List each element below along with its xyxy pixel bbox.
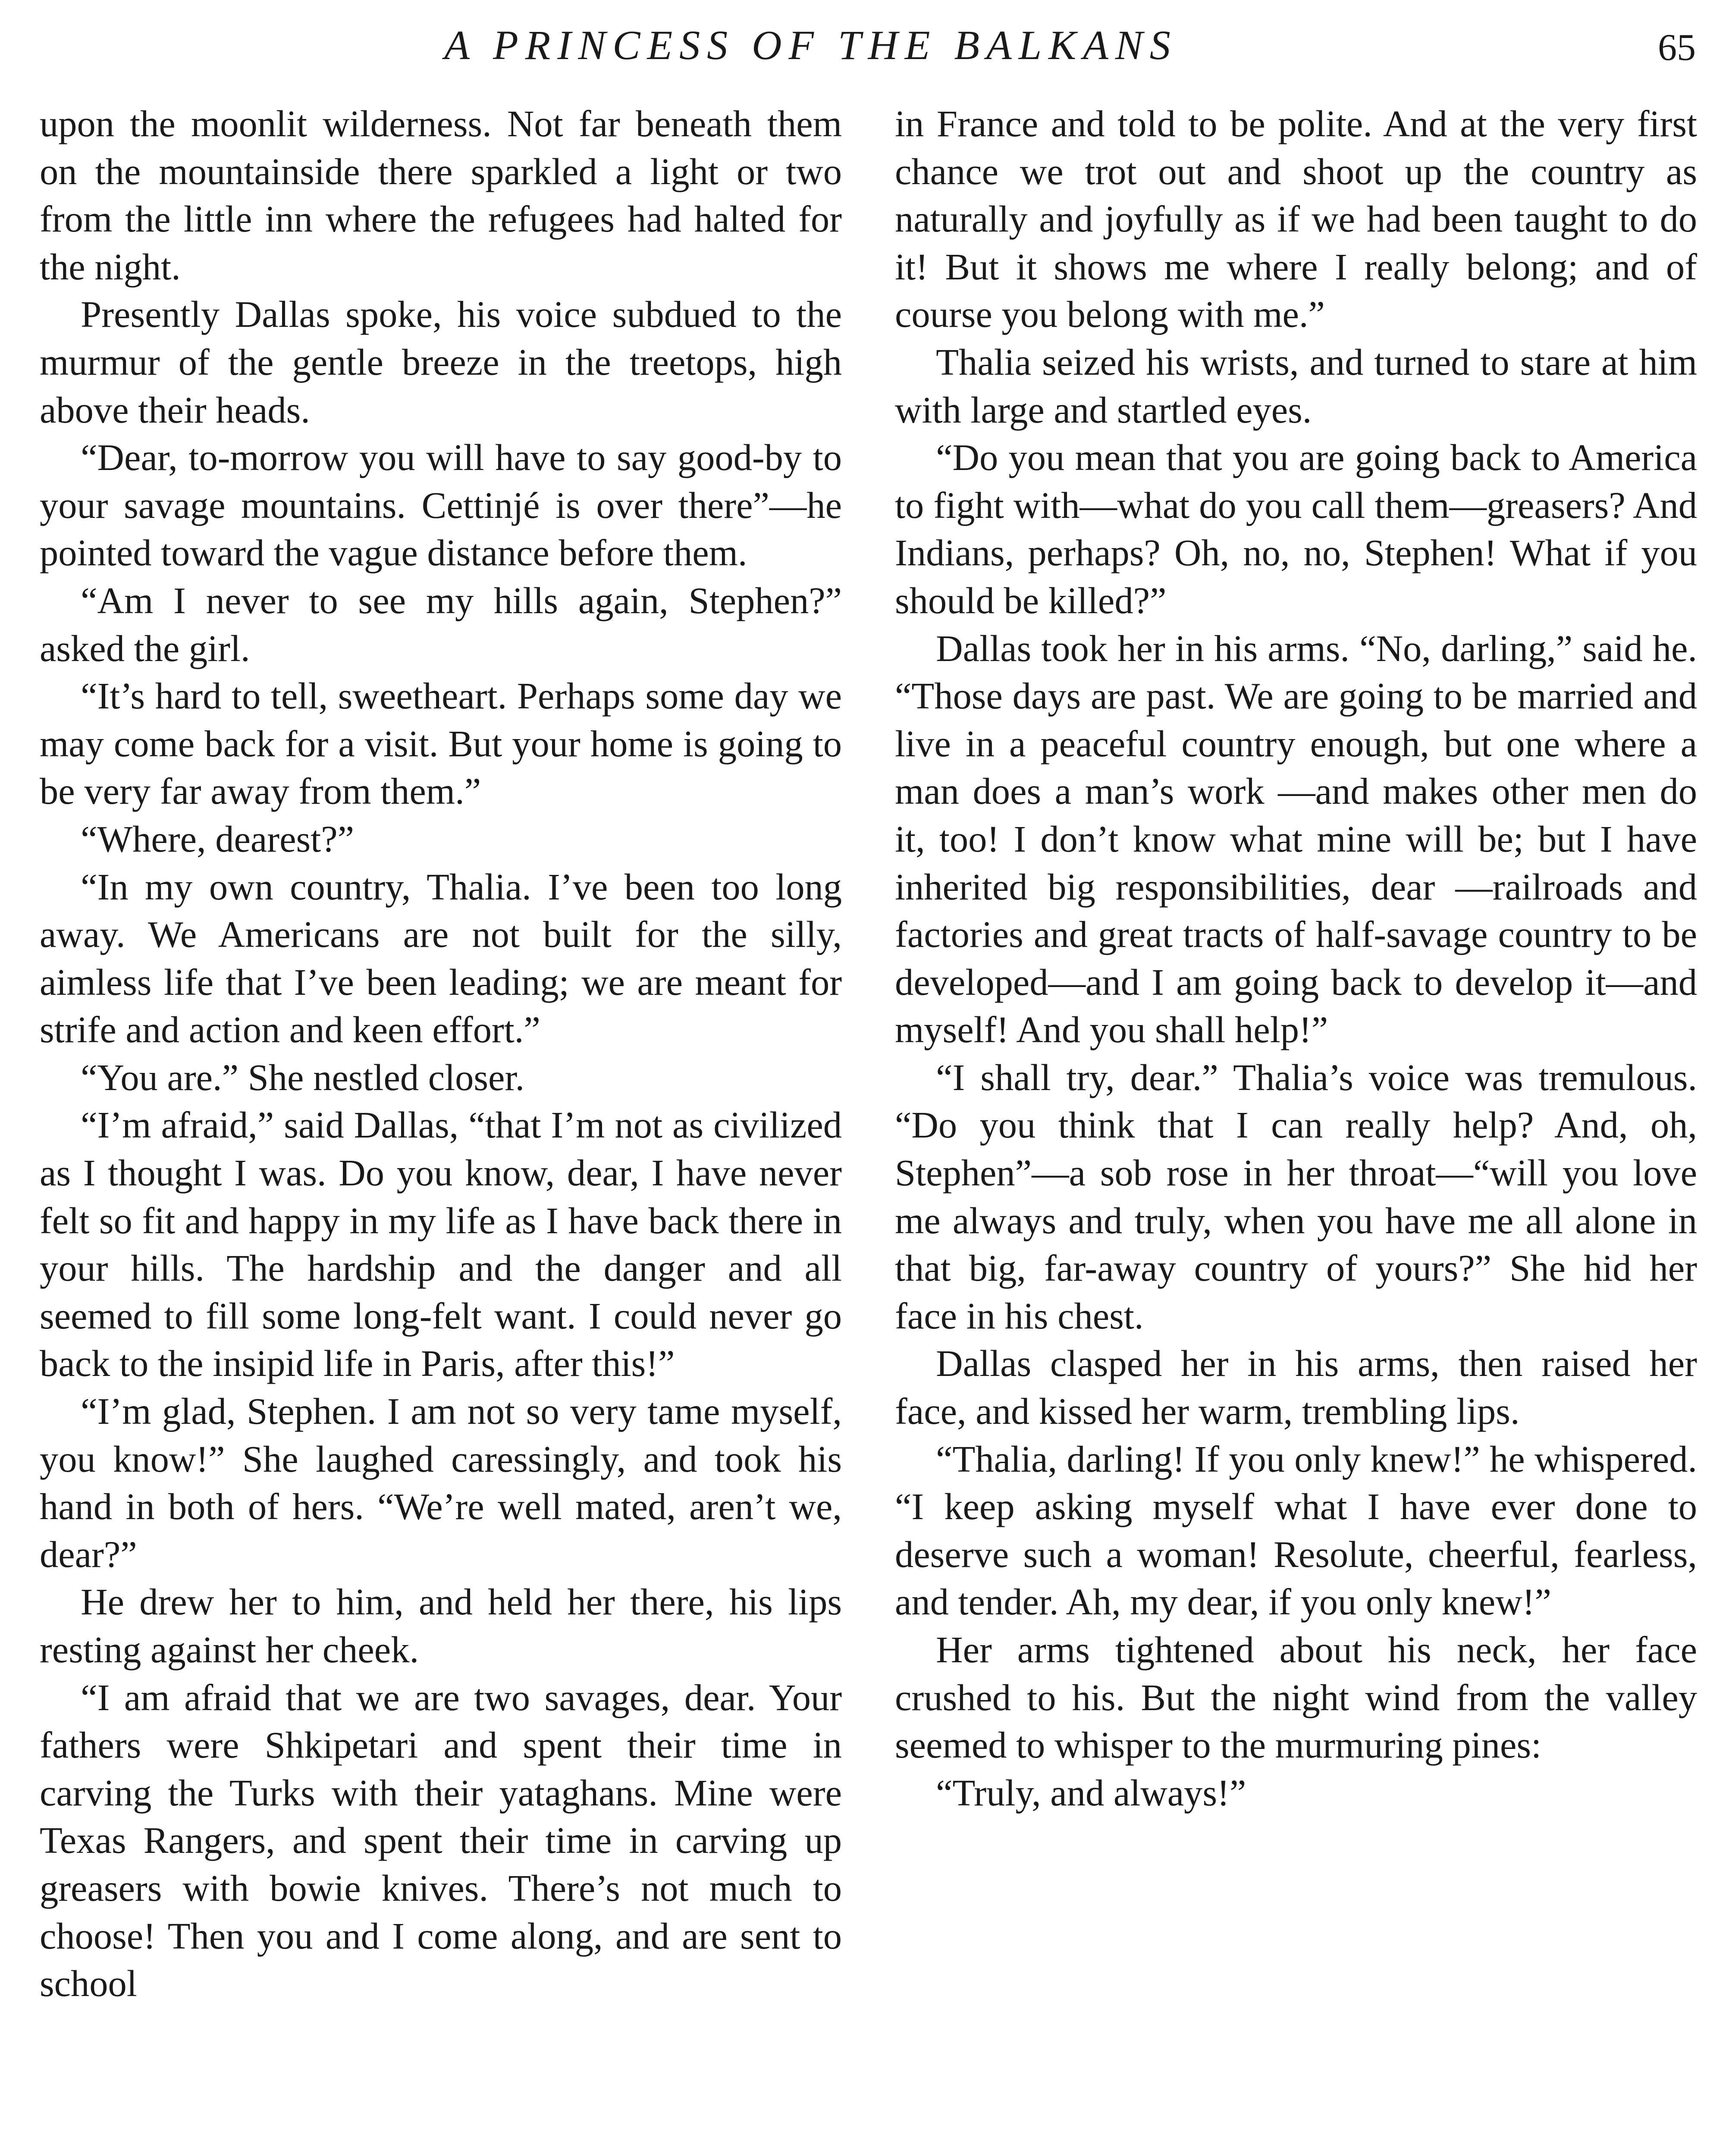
paragraph: in France and told to be polite. And at the very first chance we trot out and shoot up the country as naturally and joyfully as if we had been taught to do it! But it shows me where I really belong; and of course you belong with me.” xyxy=(895,103,1697,335)
paragraph: “Thalia, darling! If you only knew!” he whispered. “I keep asking myself what I have ever done to deserve such a woman! Resolute, cheerful, fearless, and tender. Ah, my dear, if you only knew!” xyxy=(895,1438,1697,1623)
paragraph: “You are.” She nestled closer. xyxy=(81,1056,525,1098)
paragraph: “Where, dearest?” xyxy=(81,818,354,860)
paragraph: Dallas took her in his arms. “No, darling,” said he. “Those days are past. We are going to be married and live in a peaceful country enough, but one where a man does a man’s work —and makes other men do it, too! I don’t know what mine will be; but I have inherited big responsibilities, dear —railroads and factories and great tracts of half-savage country to be developed—and I am going back to develop it—and myself! And you shall help!” xyxy=(895,627,1697,1051)
paragraph: “In my own country, Thalia. I’ve been too long away. We Americans are not built for the silly, aimless life that I’ve been leading; we are meant for strife and action and keen effort.” xyxy=(40,866,842,1051)
paragraph: “I am afraid that we are two savages, dear. Your fathers were Shkipetari and spent their time in carving the Turks with their yataghans. Mine were Texas Rangers, and spent their time in carving up greasers with bowie knives. There’s not much to choose! Then you and I come along, and are sent to school xyxy=(40,1677,842,2005)
paragraph: “Truly, and always!” xyxy=(936,1772,1246,1814)
paragraph: “I’m glad, Stephen. I am not so very tame myself, you know!” She laughed caressingly, and took his hand in both of hers. “We’re well mated, aren’t we, dear?” xyxy=(40,1391,842,1575)
left-column xyxy=(40,100,842,2008)
paragraph: He drew her to him, and held her there, his lips resting against her cheek. xyxy=(40,1581,842,1670)
paragraph: Presently Dallas spoke, his voice subdued to the murmur of the gentle breeze in the treetops, high above their heads. xyxy=(40,294,842,431)
paragraph: Dallas clasped her in his arms, then raised her face, and kissed her warm, trembling lips. xyxy=(895,1343,1697,1432)
paragraph: “Am I never to see my hills again, Stephen?” asked the girl. xyxy=(40,580,842,669)
paragraph: “I shall try, dear.” Thalia’s voice was tremulous. “Do you think that I can really help? And, oh, Stephen”—a sob rose in her throat—“will you love me always and truly, when you have me all alone in that big, far-away country of yours?” She hid her face in his chest. xyxy=(895,1056,1697,1337)
paragraph: upon the moonlit wilderness. Not far beneath them on the mountainside there sparkled a light or two from the little inn where the refugees had halted for the night. xyxy=(40,103,842,288)
paragraph: Thalia seized his wrists, and turned to stare at him with large and startled eyes. xyxy=(895,341,1697,431)
paragraph: “Dear, to-morrow you will have to say good-by to your savage mountains. Cettinjé is over there”—he pointed toward the vague distance before them. xyxy=(40,437,842,574)
running-title: A PRINCESS OF THE BALKANS xyxy=(444,22,1177,68)
right-column xyxy=(895,100,1697,1817)
paragraph: Her arms tightened about his neck, her face crushed to his. But the night wind from the valley seemed to whisper to the murmuring pines: xyxy=(895,1629,1697,1766)
paragraph: “It’s hard to tell, sweetheart. Perhaps some day we may come back for a visit. But your home is going to be very far away from them.” xyxy=(40,675,842,812)
paragraph: “Do you mean that you are going back to America to fight with—what do you call them—greasers? And Indians, perhaps? Oh, no, no, Stephen! What if you should be killed?” xyxy=(895,437,1697,621)
paragraph: “I’m afraid,” said Dallas, “that I’m not as civilized as I thought I was. Do you know, dear, I have never felt so fit and happy in my life as I have back there in your hills. The hardship and the danger and all seemed to fill some long-felt want. I could never go back to the insipid life in Paris, after this!” xyxy=(40,1104,842,1385)
page-number: 65 xyxy=(1658,27,1696,69)
